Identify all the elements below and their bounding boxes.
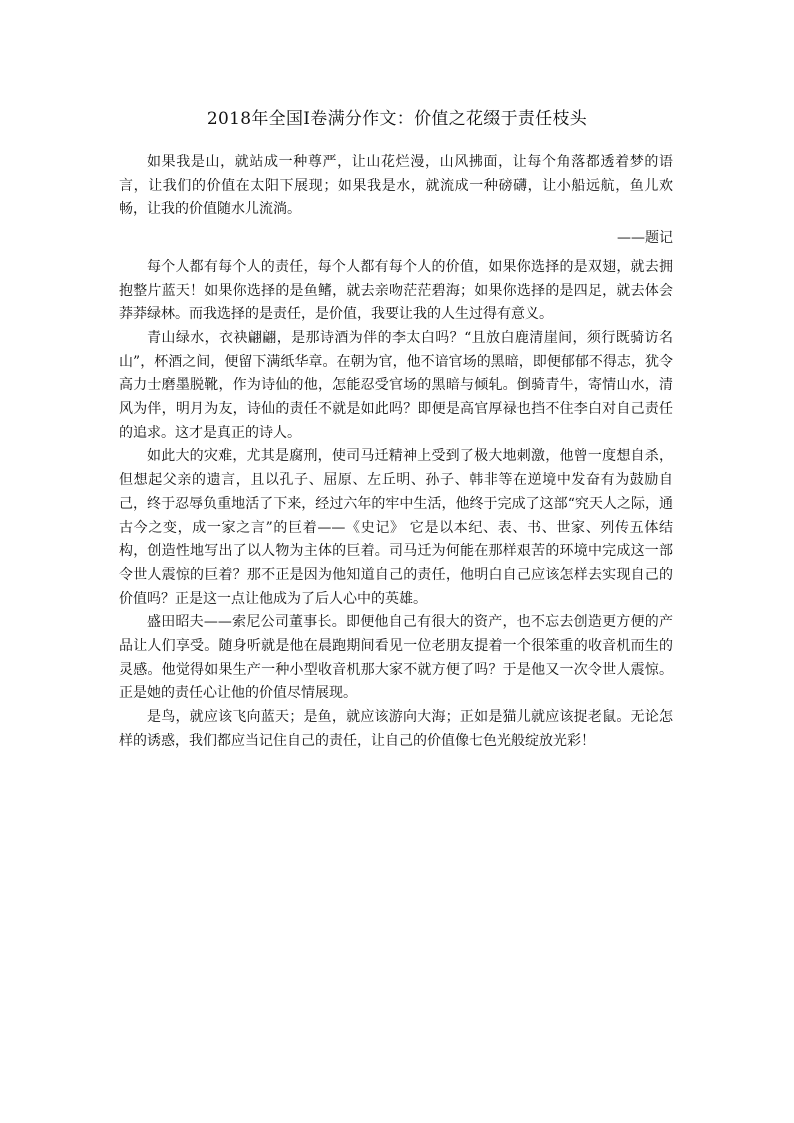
- essay-title: 2018年全国Ⅰ卷满分作文：价值之花缀于责任枝头: [206, 109, 588, 129]
- essay-body: [119, 151, 673, 754]
- body-paragraph-2: 青山绿水，衣袂翩翩，是那诗酒为伴的李太白吗？“且放白鹿清崖间，须行既骑访名山”，杯酒之间，便留下满纸华章。在朝为官，他不谙官场的黑暗，即便郁郁不得志，犹令高力士磨墨脱靴，作为诗仙的他，怎能忍受官场的黑暗与倾轧。倒骑青牛，寄情山水，清风为伴，明月为友，诗仙的责任不就是如此吗？即便是高官厚禄也挡不住李白对自己责任的追求。这才是真正的诗人。: [119, 329, 673, 441]
- epigraph-signature: ——题记: [617, 230, 673, 247]
- body-paragraph-4: 盛田昭夫——索尼公司董事长。即便他自己有很大的资产，也不忘去创造更方便的产品让人们享受。随身听就是他在晨跑期间看见一位老朋友提着一个很笨重的收音机而生的灵感。他觉得如果生产一种小型收音机那大家不就方便了吗？于是他又一次令世人震惊。正是她的责任心让他的价值尽情展现。: [119, 614, 673, 702]
- body-paragraph-1: 每个人都有每个人的责任，每个人都有每个人的价值，如果你选择的是双翅，就去拥抱整片蓝天！如果你选择的是鱼鳍，就去亲吻茫茫碧海；如果你选择的是四足，就去体会莽莽绿林。而我选择的是责任，是价值，我要让我的人生过得有意义。: [119, 258, 673, 323]
- body-paragraph-5: 是鸟，就应该飞向蓝天；是鱼，就应该游向大海；正如是猫儿就应该捉老鼠。无论怎样的诱惑，我们都应当记住自己的责任，让自己的价值像七色光般绽放光彩！: [119, 709, 673, 749]
- epigraph-paragraph: 如果我是山，就站成一种尊严，让山花烂漫，山风拂面，让每个角落都透着梦的语言，让我们的价值在太阳下展现；如果我是水，就流成一种磅礴，让小船远航，鱼儿欢畅，让我的价值随水儿流淌。: [119, 154, 673, 218]
- body-paragraph-3: 如此大的灾难，尤其是腐刑，使司马迁精神上受到了极大地刺激，他曾一度想自杀，但想起父亲的遗言，且以孔子、屈原、左丘明、孙子、韩非等在逆境中发奋有为鼓励自己，终于忍辱负重地活了下来，经过六年的牢中生活，他终于完成了这部“究天人之际，通古今之变，成一家之言”的巨着——《史记》 它是以本纪、表、书、世家、列传五体结构，创造性地写出了以人物为主体的巨着。司马迁为何能在那样艰苦的环境中完成这一部令世人震惊的巨着？那不正是因为他知道自己的责任，他明白自己应该怎样去实现自己的价值吗？正是这一点让他成为了后人心中的英雄。: [119, 448, 673, 607]
